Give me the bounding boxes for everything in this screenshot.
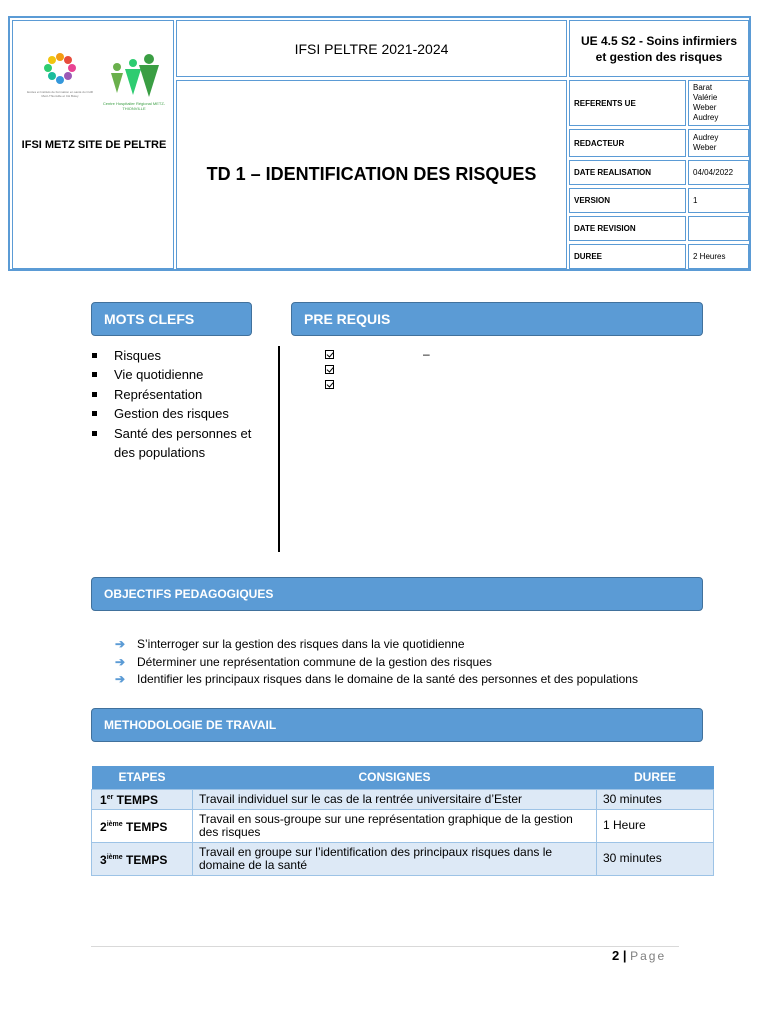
header-etapes: ETAPES: [92, 766, 193, 789]
logo-cell: [12, 20, 174, 269]
step-cell: 3ième TEMPS: [92, 842, 193, 875]
objective-text: S’interroger sur la gestion des risques dans la vie quotidienne: [137, 637, 465, 651]
meta-label-referents: REFERENTS UE: [569, 80, 686, 126]
chr-metz-thionville-logo: [103, 53, 163, 99]
instruction-cell: Travail en sous-groupe sur une représentation graphique de la gestion des risques: [193, 809, 597, 842]
ue-title: UE 4.5 S2 - Soins infirmiers et gestion des risques: [569, 20, 749, 77]
meta-value-redacteur: Audrey Weber: [688, 129, 749, 157]
meta-label-duree: DUREE: [569, 244, 686, 269]
method-heading: METHODOLOGIE DE TRAVAIL: [91, 708, 703, 742]
meta-value-date-revision: [688, 216, 749, 241]
prereq-item: [325, 347, 445, 362]
keyword-item: Risques: [90, 346, 270, 365]
objective-text: Déterminer une représentation commune de la gestion des risques: [137, 654, 492, 669]
duration-cell: 1 Heure: [597, 809, 714, 842]
table-row: [92, 842, 714, 875]
page-number: 2: [612, 948, 620, 963]
keywords-heading: MOTS CLEFS: [91, 302, 252, 336]
prereq-dash: –: [423, 347, 430, 361]
header-consignes: CONSIGNES: [193, 766, 597, 789]
table-row: [92, 789, 714, 809]
page-label: Page: [630, 949, 667, 963]
prereq-item: [325, 377, 445, 392]
prereq-item: [325, 362, 445, 377]
page-footer: [612, 948, 666, 963]
checkbox-checked-icon: [325, 380, 334, 389]
step-cell: 2ième TEMPS: [92, 809, 193, 842]
meta-label-date-realisation: DATE REALISATION: [569, 160, 686, 185]
objective-item: [115, 654, 638, 672]
objective-text: Identifier les principaux risques dans le domaine de la santé des personnes et des populations: [137, 672, 638, 686]
header-duree: DUREE: [597, 766, 714, 789]
column-divider: [278, 346, 280, 552]
logo2-caption: Centre Hospitalier Régional METZ-THIONVILLE: [102, 101, 166, 111]
institute-title: IFSI PELTRE 2021-2024: [176, 20, 567, 77]
step-cell: 1er TEMPS: [92, 789, 193, 809]
logo1-caption: Ecoles et Instituts de Formation en santé du CHR Metz-Thionville et CH Boley: [27, 90, 93, 98]
meta-value-version: 1: [688, 188, 749, 213]
objective-item: [115, 671, 638, 689]
instruction-cell: Travail individuel sur le cas de la rentrée universitaire d’Ester: [193, 789, 597, 809]
duration-cell: 30 minutes: [597, 789, 714, 809]
objectives-list: [115, 636, 638, 689]
meta-label-redacteur: REDACTEUR: [569, 129, 686, 157]
arrow-right-icon: ➔: [115, 672, 126, 686]
keyword-item: Représentation: [90, 385, 270, 404]
checkbox-checked-icon: [325, 365, 334, 374]
meta-label-date-revision: DATE REVISION: [569, 216, 686, 241]
method-table: [91, 766, 714, 876]
ifsi-flower-logo: [35, 51, 85, 87]
keyword-item: Santé des personnes et des populations: [90, 424, 270, 463]
duration-cell: 30 minutes: [597, 842, 714, 875]
table-row: [92, 809, 714, 842]
checkbox-checked-icon: [325, 350, 334, 359]
document-title: TD 1 – IDENTIFICATION DES RISQUES: [176, 80, 567, 269]
meta-value-date-realisation: 04/04/2022: [688, 160, 749, 185]
site-name: IFSI METZ SITE DE PELTRE: [21, 139, 167, 151]
page-separator: |: [622, 948, 627, 963]
objectives-heading: OBJECTIFS PEDAGOGIQUES: [91, 577, 703, 611]
objective-item: [115, 636, 638, 654]
meta-value-referents: Barat Valérie Weber Audrey: [688, 80, 749, 126]
arrow-right-icon: ➔: [115, 637, 126, 651]
prereq-heading: PRE REQUIS: [291, 302, 703, 336]
instruction-cell: Travail en groupe sur l’identification des principaux risques dans le domaine de la santé: [193, 842, 597, 875]
keyword-item: Gestion des risques: [90, 404, 270, 423]
document-header: [8, 16, 751, 271]
meta-label-version: VERSION: [569, 188, 686, 213]
arrow-right-icon: ➔: [115, 654, 126, 669]
keyword-item: Vie quotidienne: [90, 365, 270, 384]
prereq-list: [325, 347, 445, 392]
footer-divider: [91, 946, 679, 947]
keywords-list: [90, 346, 270, 462]
meta-value-duree: 2 Heures: [688, 244, 749, 269]
table-header-row: [92, 766, 714, 789]
